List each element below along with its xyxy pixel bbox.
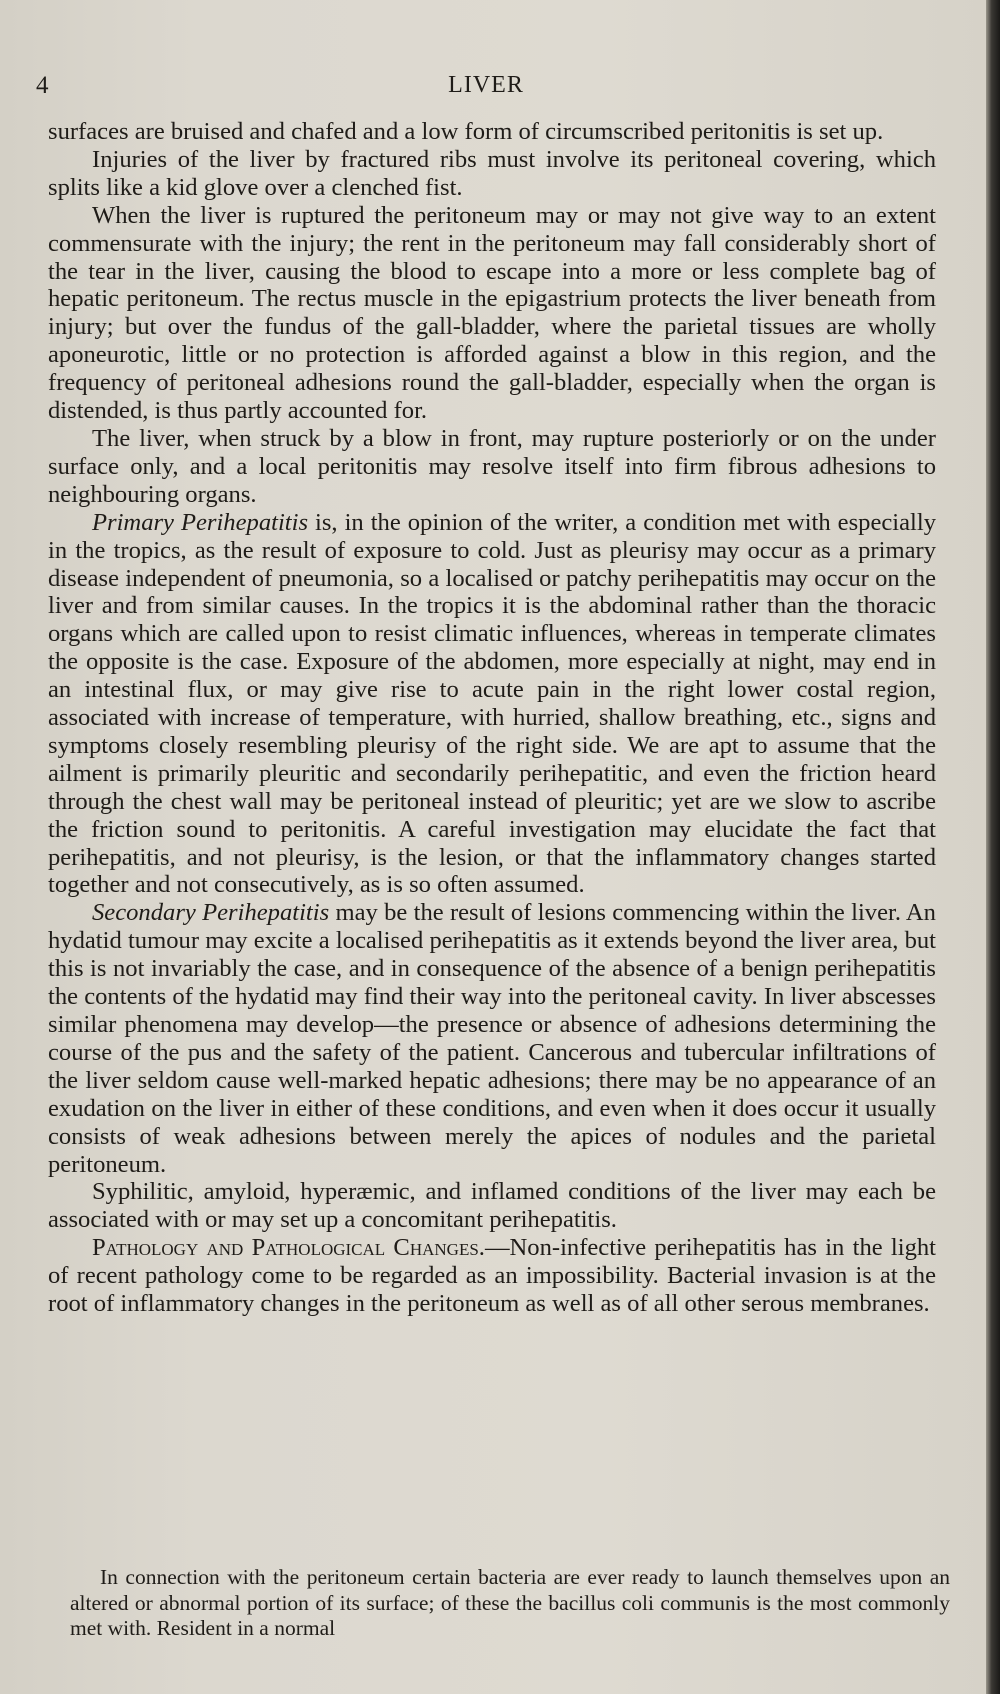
paragraph <box>48 1234 936 1318</box>
paragraph-text: Injuries of the liver by fractured ribs must involve its peritoneal covering, which splits like a kid glove over a clenched fist. <box>48 145 936 201</box>
small-print-note <box>70 1565 950 1642</box>
page-header <box>36 72 936 112</box>
page-edge-shadow <box>986 0 1000 1694</box>
paragraph <box>48 146 936 202</box>
paragraph-text: —Non-infective perihepatitis has in the light of recent pathology come to be regarded as an impossibility. Bacterial invasion is at the root of inflammatory changes in the peritoneum as well as of all other serous membranes. <box>48 1234 937 1318</box>
paragraph <box>48 899 936 1178</box>
paragraph-text: may be the result of lesions commencing within the liver. An hydatid tumour may excite a localised perihepatitis as it extends beyond the liver area, but this is not invariably the case, and in consequence of the absence of a benign perihepatitis the contents of the hydatid may find their way into the peritoneal cavity. In liver abscesses similar phenomena may develop—the presence or absence of adhesions determining the course of the pus and the safety of the patient. Cancerous and tubercular infiltrations of the liver seldom cause well-marked hepatic adhesions; there may be no appearance of an exudation on the liver in either of these conditions, and even when it does occur it usually consists of weak adhesions between merely the apices of nodules and the parietal peritoneum. <box>48 899 936 1178</box>
footnote-text: In connection with the peritoneum certain bacteria are ever ready to launch themselves upon an altered or abnormal portion of its surface; of these the bacillus coli communis is the most commonly met with. Resident in a normal <box>70 1565 950 1640</box>
paragraph <box>48 1178 936 1234</box>
paragraph-text: The liver, when struck by a blow in front, may rupture posteriorly or on the under surface only, and a local peritonitis may resolve itself into firm fibrous adhesions to neighbouring organs. <box>48 424 936 508</box>
paragraph-text: is, in the opinion of the writer, a condition met with especially in the tropics, as the result of exposure to cold. Just as pleurisy may occur as a primary disease independent of pneumonia, so a localised or patchy perihepatitis may occur on the liver and from similar causes. In the tropics it is the abdominal rather than the thoracic organs which are called upon to resist climatic influences, whereas in temperate climates the opposite is the case. Exposure of the abdomen, more especially at night, may end in an intestinal flux, or may give rise to acute pain in the right lower costal region, associated with increase of temperature, with hurried, shallow breathing, etc., signs and symptoms closely resembling pleurisy of the right side. We are apt to assume that the ailment is primarily pleuritic and secondarily perihepatitic, and even the friction heard through the chest wall may be peritoneal instead of pleuritic; yet are we slow to ascribe the friction sound to peritonitis. A careful investigation may elucidate the fact that perihepatitis, and not pleurisy, is the lesion, or that the inflammatory changes started together and not consecutively, as is so often assumed. <box>48 508 937 899</box>
paragraph-lead-italic: Secondary Perihepatitis <box>92 899 330 927</box>
paragraph-lead-italic: Primary Perihepatitis <box>92 508 309 536</box>
paragraph <box>48 425 936 509</box>
page-number: 4 <box>36 72 49 99</box>
running-head: LIVER <box>448 72 524 98</box>
paragraph <box>48 202 936 425</box>
footnote-paragraph <box>70 1565 950 1642</box>
main-text <box>48 118 936 1318</box>
paragraph <box>48 118 936 146</box>
paragraph <box>48 509 936 900</box>
paragraph-text: When the liver is ruptured the peritoneum may or may not give way to an extent commensurate with the injury; the rent in the peritoneum may fall considerably short of the tear in the liver, causing the blood to escape into a more or less complete bag of hepatic peritoneum. The rectus muscle in the epigastrium protects the liver beneath from injury; but over the fundus of the gall-bladder, where the parietal tissues are wholly aponeurotic, little or no protection is afforded against a blow in this region, and the frequency of peritoneal adhesions round the gall-bladder, especially when the organ is distended, is thus partly accounted for. <box>48 201 936 425</box>
paragraph-text: Syphilitic, amyloid, hyperæmic, and inflamed conditions of the liver may each be associated with or may set up a concomitant perihepatitis. <box>48 1178 936 1234</box>
section-heading: Pathology and Pathological Changes. <box>92 1234 485 1262</box>
paragraph-text: surfaces are bruised and chafed and a low form of circumscribed peritonitis is set up. <box>48 118 884 145</box>
